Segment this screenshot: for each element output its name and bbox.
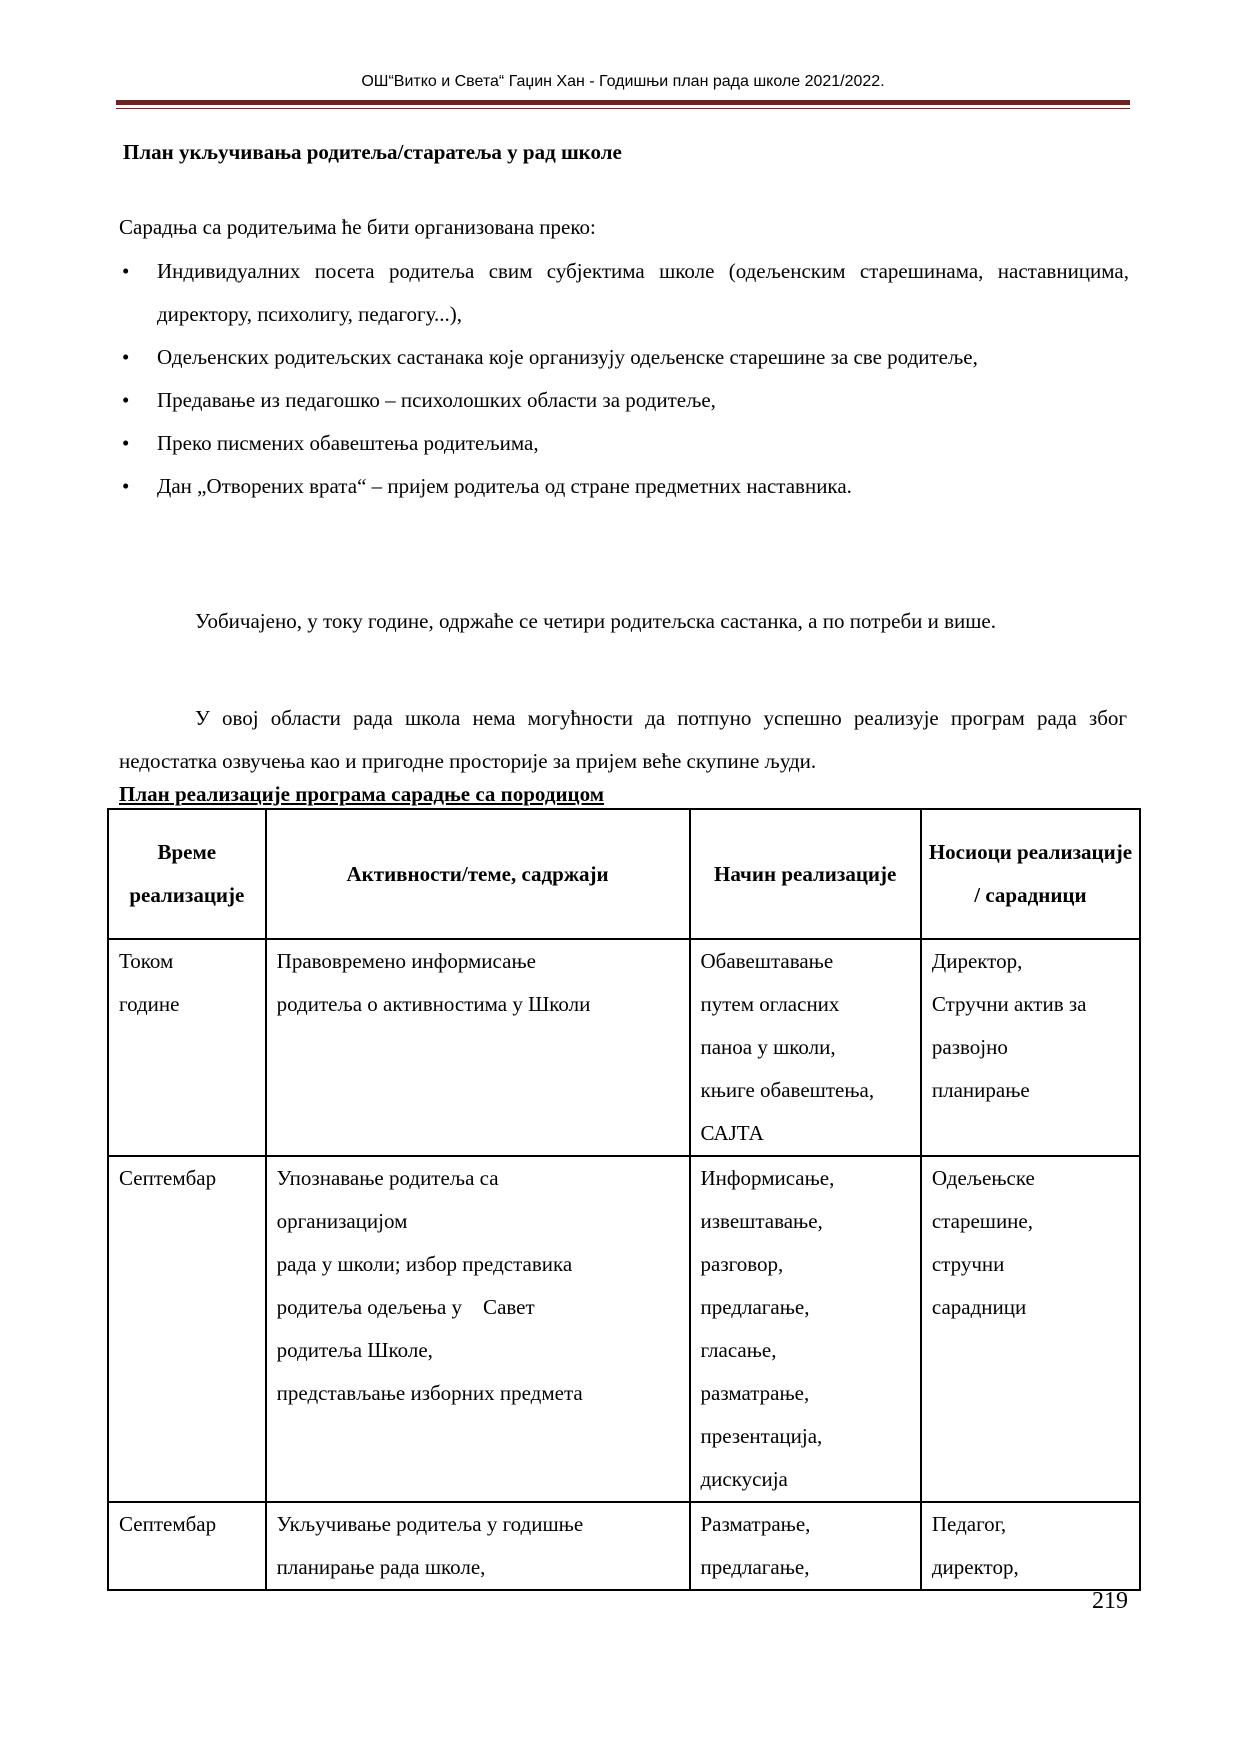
running-head: ОШ“Витко и Света“ Гаџин Хан - Годишњи план рада школе 2021/2022. <box>361 73 885 90</box>
cell-line: разговор, <box>700 1252 784 1276</box>
cell-line: Током <box>119 949 174 973</box>
bullet-icon: • <box>122 345 130 369</box>
cell-line: САЈТА <box>700 1121 764 1145</box>
cell-line: дискусија <box>700 1467 788 1491</box>
table-header-row <box>108 809 1140 939</box>
cell-line: разматрање, <box>700 1381 810 1405</box>
cell-line: књиге обавештења, <box>700 1078 875 1102</box>
table-row <box>108 1156 1140 1502</box>
cell-line: Укључивање родитеља у годишње <box>276 1512 584 1536</box>
cell-line: Обавештавање <box>700 949 834 973</box>
header-rule-thin <box>116 108 1130 109</box>
cooperation-plan-table <box>107 808 1141 1591</box>
cell-line: предлагање, <box>700 1295 810 1319</box>
cell-line: планирање <box>931 1078 1030 1102</box>
cell-line: Педагог, <box>931 1512 1007 1536</box>
cell-line: Разматрање, <box>700 1512 811 1536</box>
cell-line: старешине, <box>931 1209 1033 1233</box>
paragraph-limitations: У овој области рада школа нема могућности да потпуно успешно реализује програм рада због недостатка озвучења као и пригодне просторије за пријем веће скупине људи. <box>119 706 1127 773</box>
list-item <box>119 250 1129 336</box>
cell-line: извештавање, <box>700 1209 823 1233</box>
column-header-time: Време реализације <box>108 809 266 939</box>
list-item <box>119 465 1129 508</box>
list-item <box>119 336 1129 379</box>
cell-line: путем огласних <box>700 992 840 1016</box>
cell-line: сарадници <box>931 1295 1027 1319</box>
page-number: 219 <box>1092 1588 1128 1614</box>
column-header-method: Начин реализације <box>690 809 921 939</box>
cell-line: стручни <box>931 1252 1005 1276</box>
cell-line: Септембар <box>119 1166 217 1190</box>
list-item-text: Преко писмених обавештења родитељима, <box>157 431 539 455</box>
cell-line: планирање рада школе, <box>276 1555 486 1579</box>
cell-time <box>108 1502 266 1590</box>
cell-method <box>690 1502 921 1590</box>
table-title: План реализације програма сарадње са породицом <box>119 782 605 806</box>
list-item-text: Дан „Отворених врата“ – пријем родитеља од стране предметних наставника. <box>157 474 852 498</box>
cell-line: Септембар <box>119 1512 217 1536</box>
table-body <box>108 939 1140 1590</box>
cell-line: Информисање, <box>700 1166 835 1190</box>
paragraph-meetings: Уобичајено, у току године, одржаће се четири родитељска састанка, а по потреби и више. <box>195 609 996 633</box>
cell-line: године <box>119 992 180 1016</box>
intro-paragraph: Сарадња са родитељима ће бити организована преко: <box>119 215 596 239</box>
table-row <box>108 1502 1140 1590</box>
column-header-holders: Носиоци реализације / сарадници <box>921 809 1140 939</box>
cell-line: директор, <box>931 1555 1019 1579</box>
bullet-icon: • <box>122 259 130 283</box>
cell-holders <box>921 1502 1140 1590</box>
cell-holders <box>921 939 1140 1156</box>
cell-line: презентација, <box>700 1424 823 1448</box>
cell-activities <box>266 939 690 1156</box>
cell-activities <box>266 1156 690 1502</box>
cell-line: Стручни актив за <box>931 992 1087 1016</box>
cell-line: организацијом <box>276 1209 408 1233</box>
cell-time <box>108 1156 266 1502</box>
table-row <box>108 939 1140 1156</box>
cell-line: развојно <box>931 1035 1008 1059</box>
list-item-text: Индивидуалних посета родитеља свим субјектима школе (одељенским старешинама, наставницима, директору, психолигу, педагогу...), <box>157 259 1129 326</box>
list-item-text: Предавање из педагошко – психолошких области за родитеље, <box>157 388 716 412</box>
cell-time <box>108 939 266 1156</box>
cell-line: родитеља одељења у Савет <box>276 1295 535 1319</box>
cell-line: Правовремено информисање <box>276 949 536 973</box>
cell-activities <box>266 1502 690 1590</box>
header-rule-thick <box>116 100 1130 105</box>
bullet-icon: • <box>122 474 130 498</box>
list-item <box>119 379 1129 422</box>
cell-line: паноа у школи, <box>700 1035 836 1059</box>
cell-holders <box>921 1156 1140 1502</box>
column-header-activities: Активности/теме, садржаји <box>266 809 690 939</box>
cell-method <box>690 1156 921 1502</box>
cell-line: родитеља о активностима у Школи <box>276 992 591 1016</box>
list-item <box>119 422 1129 465</box>
cell-line: предлагање, <box>700 1555 810 1579</box>
cell-line: родитеља Школе, <box>276 1338 433 1362</box>
cooperation-bullet-list <box>119 250 1129 508</box>
cell-line: гласање, <box>700 1338 777 1362</box>
list-item-text: Одељенских родитељских састанака које организују одељенске старешине за све родитеље, <box>157 345 978 369</box>
cell-line: рада у школи; избор представика <box>276 1252 573 1276</box>
bullet-icon: • <box>122 388 130 412</box>
cell-line: Одељењске <box>931 1166 1035 1190</box>
cell-line: Директор, <box>931 949 1023 973</box>
cell-method <box>690 939 921 1156</box>
section-heading: План укључивања родитеља/старатеља у рад школе <box>123 140 622 164</box>
bullet-icon: • <box>122 431 130 455</box>
cell-line: Упознавање родитеља са <box>276 1166 499 1190</box>
cell-line: представљање изборних предмета <box>276 1381 583 1405</box>
